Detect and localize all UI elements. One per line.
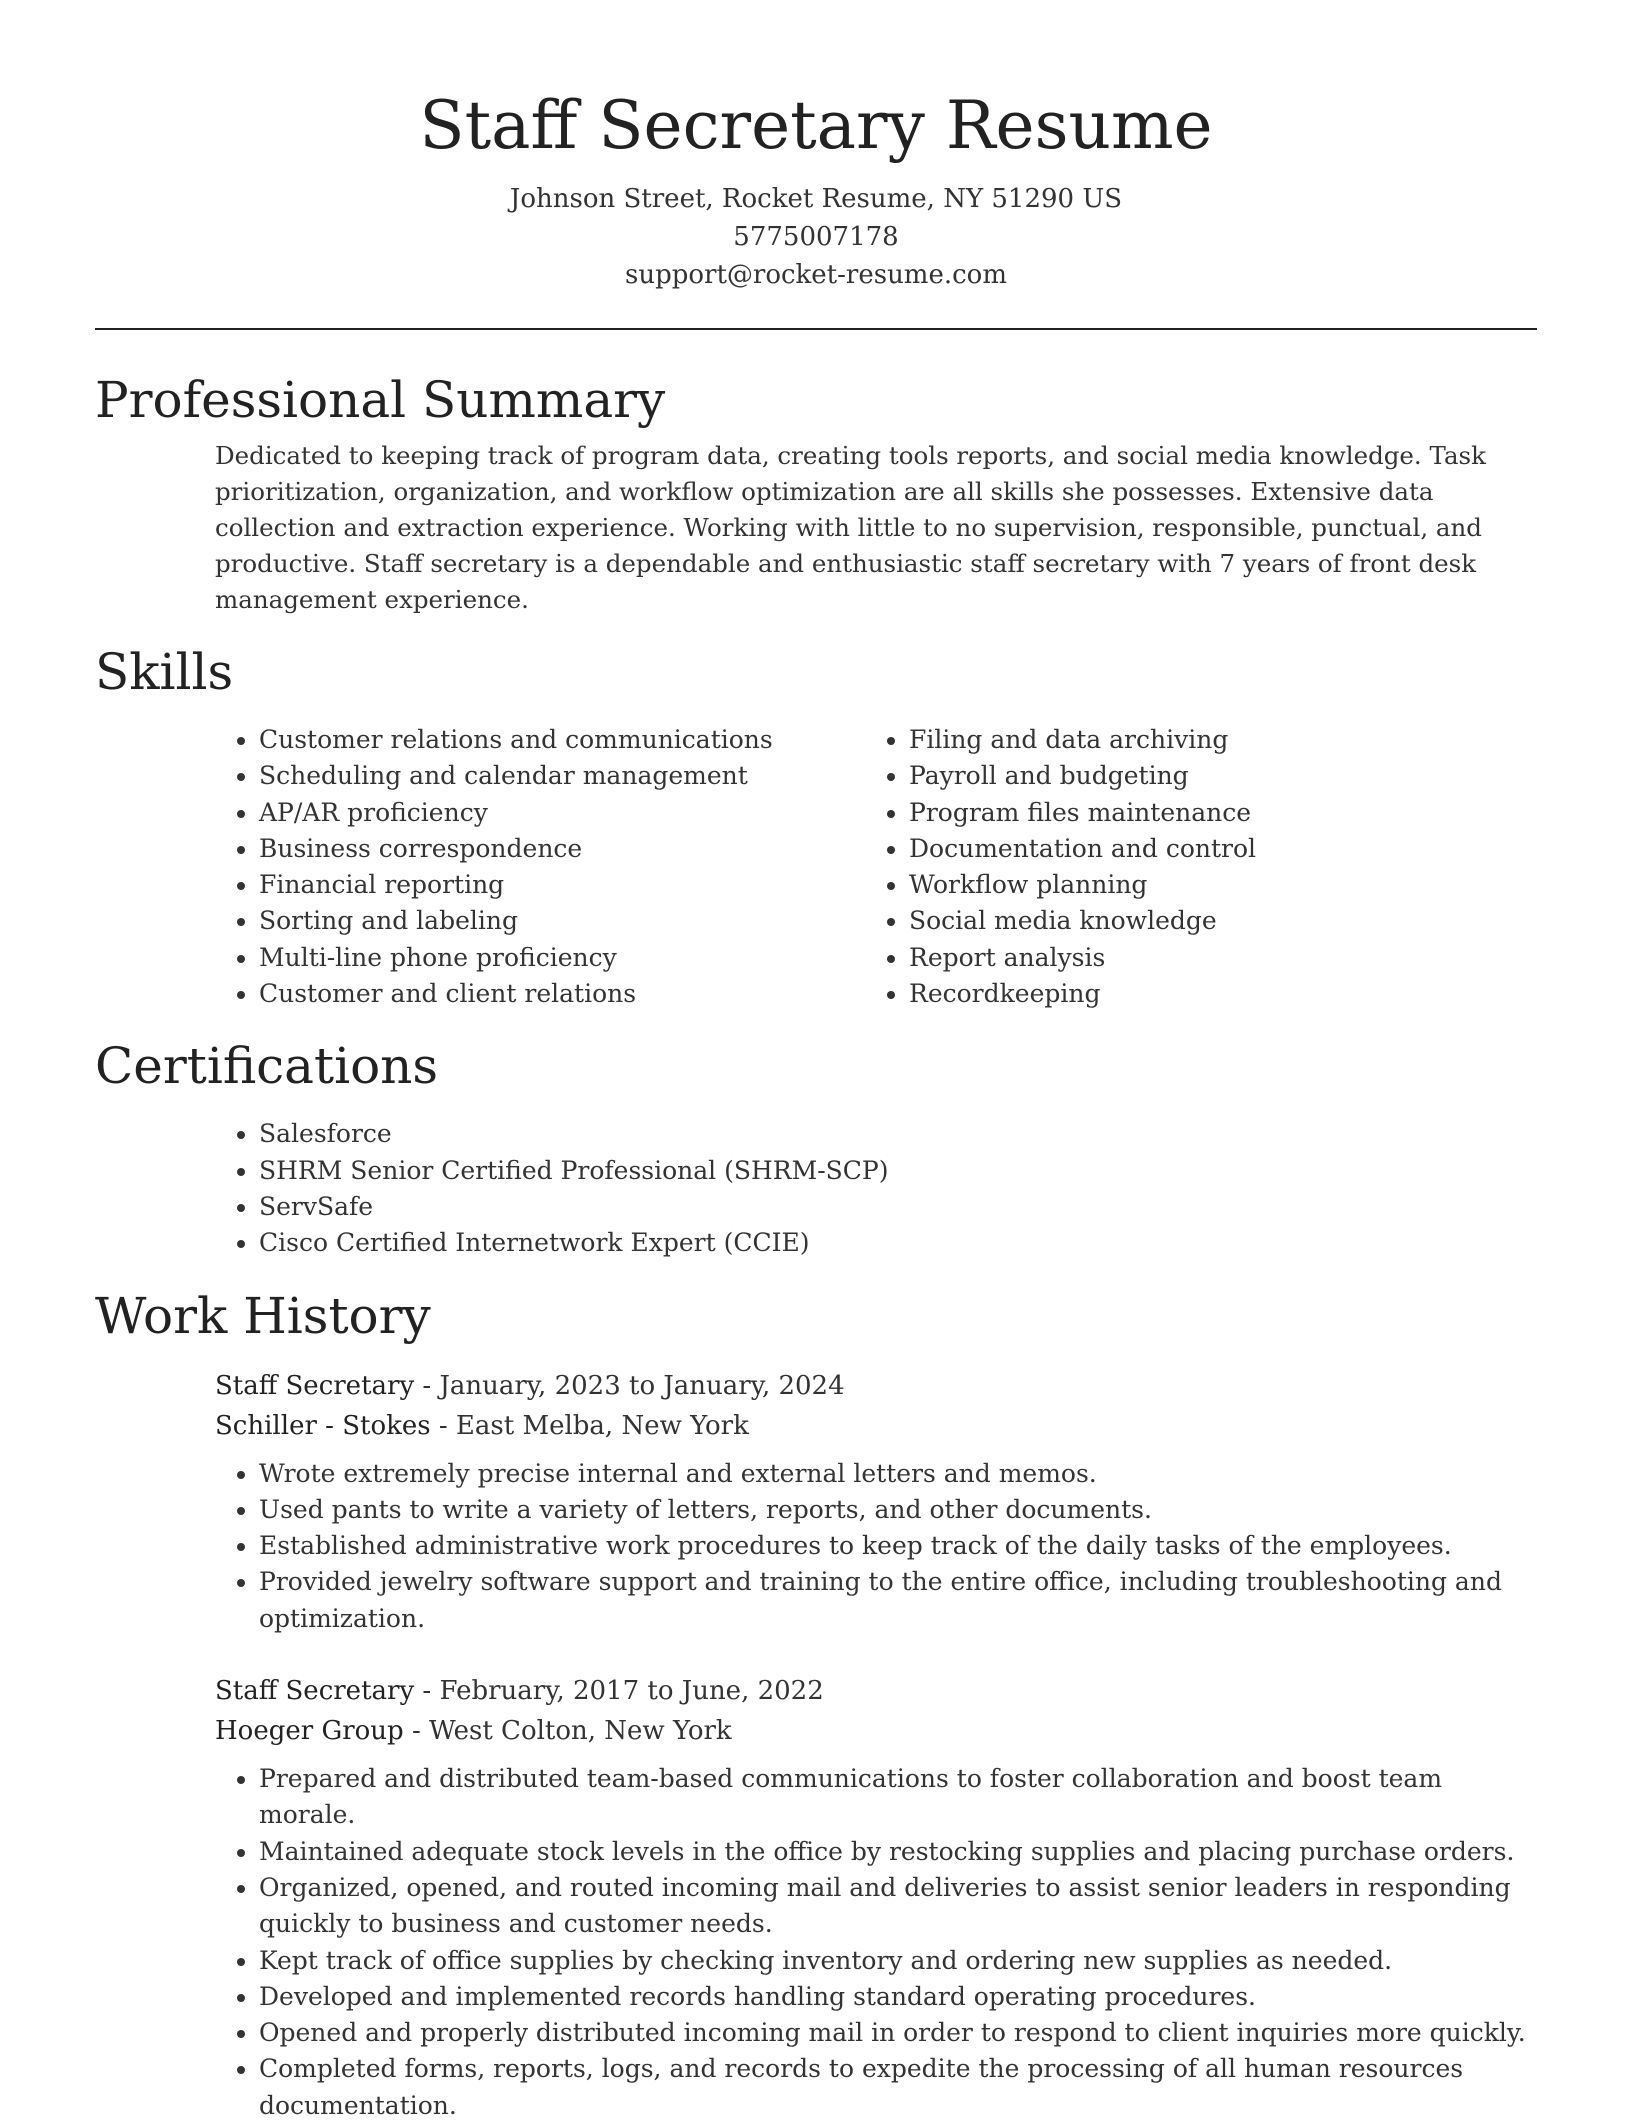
skill-item: • Scheduling and calendar management — [259, 758, 865, 794]
skills-column-right — [865, 722, 1515, 1012]
header-divider — [95, 328, 1537, 330]
section-title-summary: Professional Summary — [95, 371, 666, 429]
certification-item: • SHRM Senior Certified Professional (SHRM-SCP) — [259, 1153, 1537, 1189]
skill-item: • AP/AR proficiency — [259, 795, 865, 831]
skill-item: • Customer relations and communications — [259, 722, 865, 758]
job-bullet: • Completed forms, reports, logs, and records to expedite the processing of all human resources documentation. — [259, 2051, 1537, 2124]
job-bullet: • Kept track of office supplies by checking inventory and ordering new supplies as needed. — [259, 1943, 1537, 1979]
contact-email: support@rocket-resume.com — [624, 260, 1007, 290]
professional-summary-section — [95, 370, 1537, 618]
skill-item: • Sorting and labeling — [259, 903, 865, 939]
resume-title: Staff Secretary Resume — [419, 87, 1213, 164]
contact-address: Johnson Street, Rocket Resume, NY 51290 US — [509, 184, 1123, 214]
section-title-certifications: Certifications — [95, 1037, 439, 1096]
skill-item: • Financial reporting — [259, 867, 865, 903]
skill-item: • Customer and client relations — [259, 976, 865, 1012]
skill-item: • Business correspondence — [259, 831, 865, 867]
job-bullet: • Maintained adequate stock levels in the office by restocking supplies and placing purchase orders. — [259, 1834, 1537, 1870]
job-bullet: • Developed and implemented records handling standard operating procedures. — [259, 1979, 1537, 2015]
job-role-line — [215, 1671, 1537, 1711]
certification-item: • ServSafe — [259, 1189, 1537, 1225]
job-bullet: • Established administrative work procedures to keep track of the daily tasks of the employees. — [259, 1528, 1537, 1564]
job-bullet: • Prepared and distributed team-based communications to foster collaboration and boost team morale. — [259, 1761, 1537, 1834]
certifications-section — [95, 1036, 1537, 1261]
section-title-work-history: Work History — [95, 1286, 431, 1345]
skill-item: • Program files maintenance — [909, 795, 1515, 831]
job-company-line — [215, 1711, 1537, 1751]
job-bullet: • Opened and properly distributed incoming mail in order to respond to client inquiries more quickly. — [259, 2015, 1537, 2051]
skill-item: • Payroll and budgeting — [909, 758, 1515, 794]
summary-text: Dedicated to keeping track of program data, creating tools reports, and social media knowledge. Task prioritization, organization, and workflow optimization are all skills she possesses. Extensive data collection and extraction experience. Working with little to no supervision, responsible, punctual, and productive. Staff secretary is a dependable and enthusiastic staff secretary with 7 years of front desk management experience. — [215, 441, 1486, 614]
job-bullet: • Used pants to write a variety of letters, reports, and other documents. — [259, 1492, 1537, 1528]
skills-column-left — [215, 722, 865, 1012]
job-role: Staff Secretary — [215, 1370, 415, 1401]
job-entry — [95, 1366, 1537, 1637]
skill-item: • Multi-line phone proficiency — [259, 940, 865, 976]
job-role: Staff Secretary — [215, 1676, 415, 1707]
skill-item: • Social media knowledge — [909, 903, 1515, 939]
resume-header — [95, 0, 1537, 294]
job-location: - West Colton, New York — [403, 1716, 732, 1747]
job-company: Schiller - Stokes — [215, 1410, 431, 1441]
job-bullet: • Wrote extremely precise internal and external letters and memos. — [259, 1456, 1537, 1492]
job-entry — [95, 1671, 1537, 2124]
job-company-line — [215, 1406, 1537, 1446]
skill-item: • Workflow planning — [909, 867, 1515, 903]
contact-info — [95, 180, 1537, 294]
certification-item: • Salesforce — [259, 1116, 1537, 1152]
skill-item: • Recordkeeping — [909, 976, 1515, 1012]
skill-item: • Documentation and control — [909, 831, 1515, 867]
job-location: - East Melba, New York — [430, 1410, 749, 1441]
job-bullet: • Provided jewelry software support and training to the entire office, including troubleshooting and optimization. — [259, 1564, 1537, 1637]
job-company: Hoeger Group — [215, 1716, 404, 1747]
section-title-skills: Skills — [95, 643, 234, 701]
job-role-line — [215, 1366, 1537, 1406]
skill-item: • Filing and data archiving — [909, 722, 1515, 758]
work-history-section — [95, 1286, 1537, 2124]
skills-section — [95, 642, 1537, 1012]
contact-phone: 5775007178 — [733, 222, 899, 252]
job-dates: - January, 2023 to January, 2024 — [414, 1370, 845, 1401]
job-dates: - February, 2017 to June, 2022 — [414, 1676, 824, 1707]
job-bullet: • Organized, opened, and routed incoming mail and deliveries to assist senior leaders in responding quickly to business and customer needs. — [259, 1870, 1537, 1943]
certification-item: • Cisco Certified Internetwork Expert (CCIE) — [259, 1225, 1537, 1261]
resume-page — [95, 0, 1537, 2124]
skill-item: • Report analysis — [909, 940, 1515, 976]
